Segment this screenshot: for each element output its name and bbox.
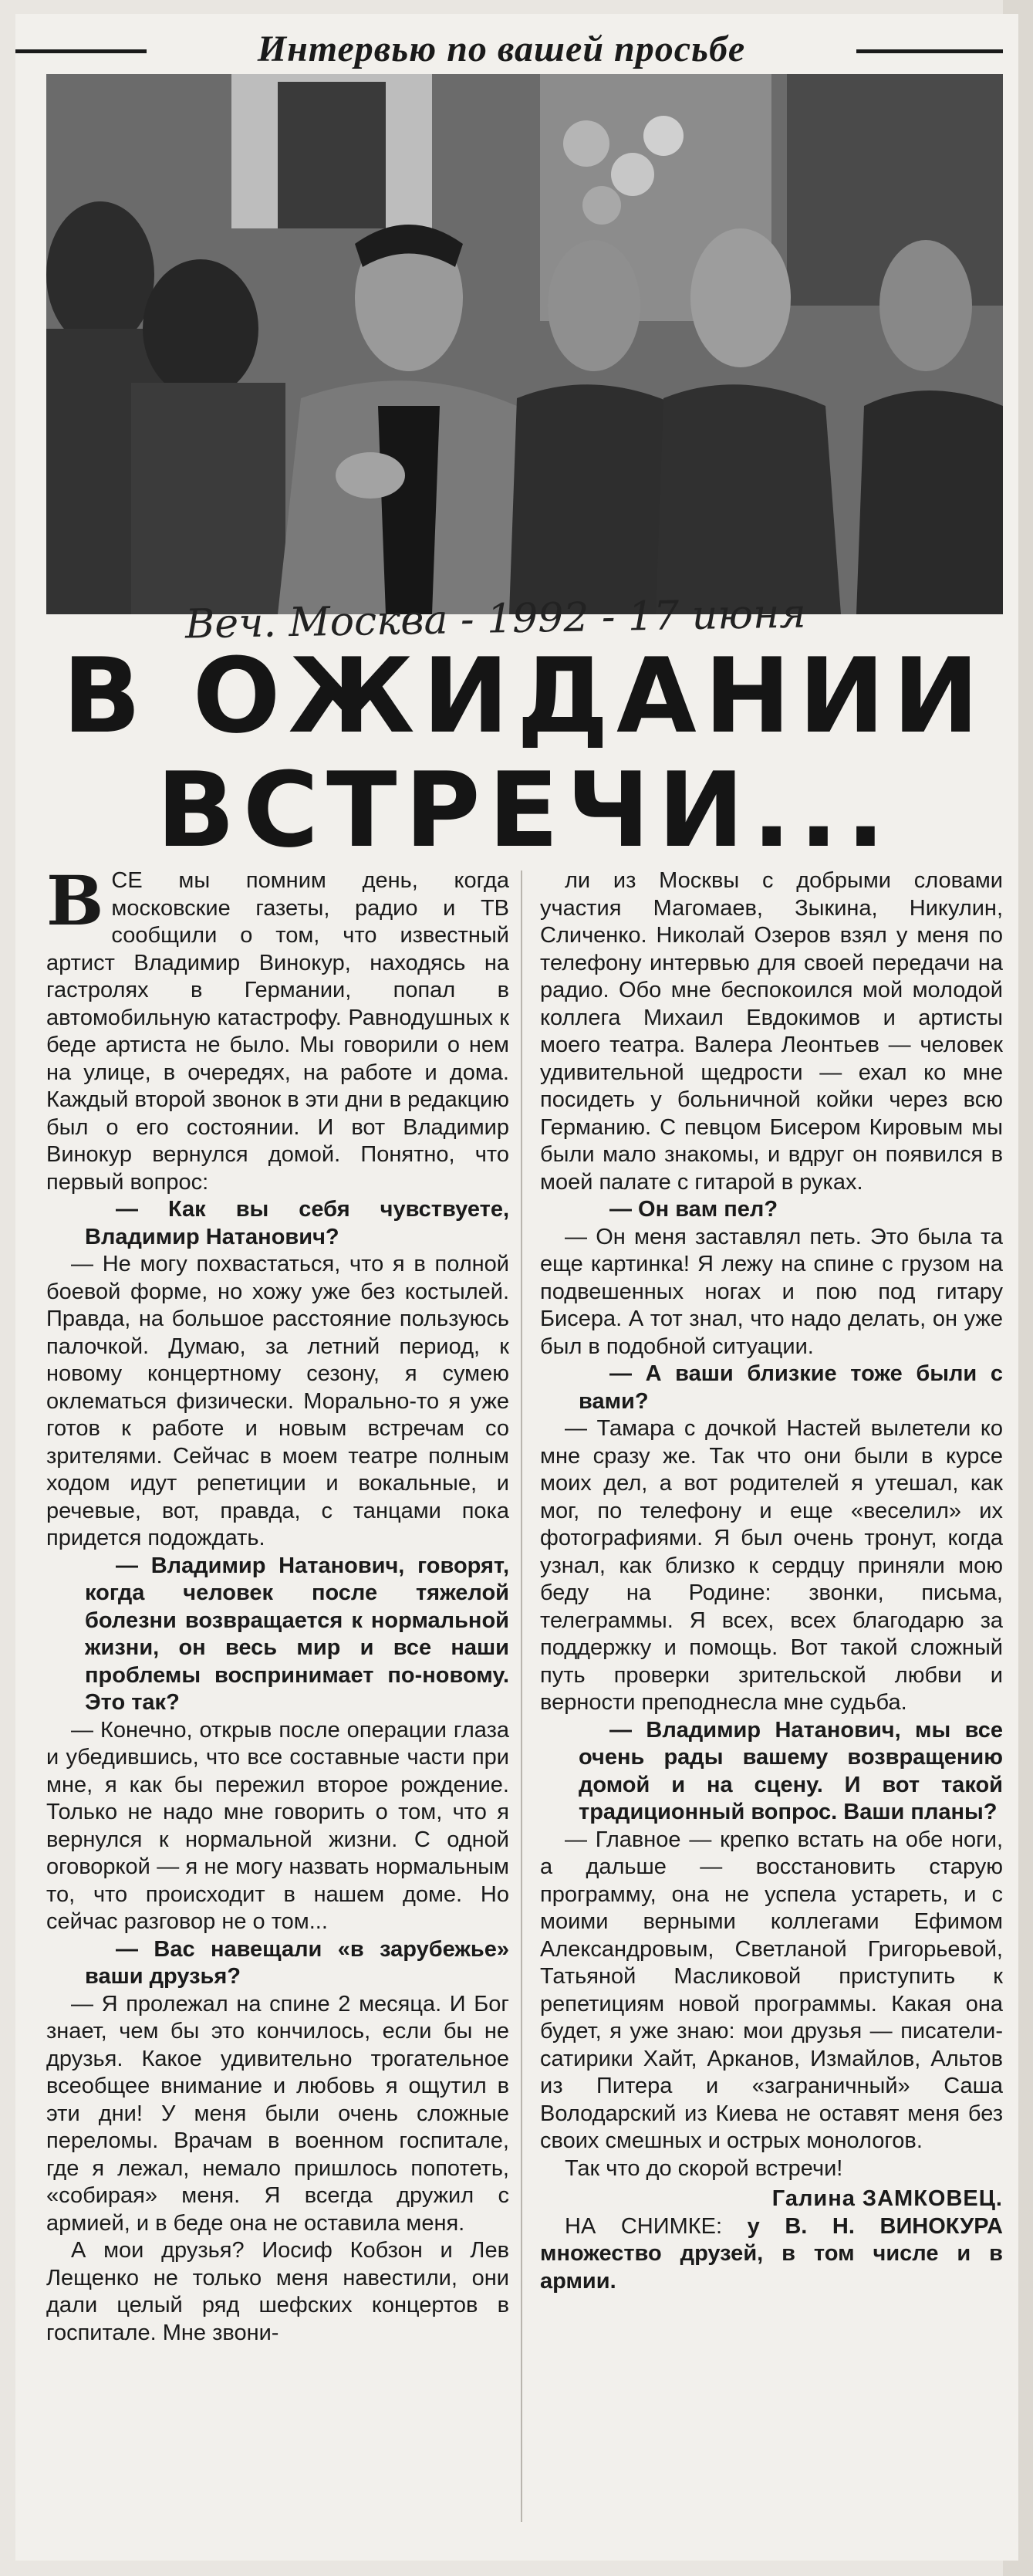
interview-question: — А ваши близкие тоже были с вами? bbox=[579, 1361, 1003, 1414]
interview-answer: — Главное — крепко встать на обе ноги, а дальше — восстановить старую программу, она не успела устареть, и с моими верными коллегами Ефимом Александровым, Светланой Григорьевой, Татьяной Масликовой приступить к репетициям новой программы. Какая она будет, я уже знаю: мои друзья — писатели-сатирики Хайт, Арканов, Измайлов, Альтов из Питера и «заграничный» Саша Володарский из Киева не оставят меня без своих смешных и острых монологов. bbox=[540, 1827, 1003, 2153]
interview-question: — Вас навещали «в зарубежье» ваши друзья? bbox=[85, 1936, 509, 1989]
interview-answer: — Тамара с дочкой Настей вылетели ко мне сразу же. Так что они были в курсе моих дел, а вот родителей я утешал, как мог, по телефону и еще «веселил» их фотографиями. Я был очень тронут, когда узнал, как близко к сердцу приняли мою беду на Родине: звонки, письма, телеграммы. Я всех, всех благодарю за поддержку и помощь. Вот такой сложный путь проверки зрительской любви и верности преподнесла мне судьба. bbox=[540, 1416, 1003, 1715]
interview-answer: — Конечно, открыв после операции глаза и убедившись, что все составные части при мне, я как бы пережил второе рождение. Только не надо мне говорить о том, что я вернулся к нормальной жизни. С одной оговоркой — я не могу назвать нормальным то, что происходит в нашем доме. Но сейчас разговор не о том... bbox=[46, 1717, 509, 1934]
lead-text: СЕ мы помним день, когда московские газеты, радио и ТВ сообщили о том, что известный артист Владимир Винокур, находясь на гастролях в Германии, попал в автомобильную катастрофу. Равнодушных к беде артиста не было. Мы говорили о нем на улице, в очередях, на работе и дома. Каждый второй звонок в эти дни в редакцию был о его состоянии. И вот Владимир Винокур вернулся домой. Понятно, что первый вопрос: bbox=[46, 868, 509, 1195]
newspaper-clipping bbox=[15, 14, 1018, 2561]
interview-answer: А мои друзья? Иосиф Кобзон и Лев Лещенко не только меня навестили, они дали целый ряд шефских концертов в госпитале. Мне звони- bbox=[46, 2238, 509, 2345]
interview-question: — Владимир Натанович, говорят, когда человек после тяжелой болезни возвращается к нормальной жизни, он весь мир и все наши проблемы воспринимает по-новому. Это так? bbox=[85, 1553, 509, 1715]
rubric-rule-left bbox=[15, 49, 154, 53]
interview-question: — Как вы себя чувствуете, Владимир Натанович? bbox=[85, 1197, 509, 1249]
rubric-bar bbox=[15, 28, 1018, 74]
headline-line-1: В ОЖИДАНИИ bbox=[62, 636, 987, 756]
caption-text: у В. Н. ВИНОКУРА множество друзей, в том числе и в армии. bbox=[540, 2213, 1004, 2294]
lead-paragraph bbox=[46, 860, 509, 1196]
interview-answer: — Я пролежал на спине 2 месяца. И Бог знает, чем бы это кончилось, если бы не друзья. Какое удивительно трогательное всеобщее внимание и любовь я ощутил в эти дни! У меня были очень сложные переломы. Врачам в военном госпитале, где я лежал, немало пришлось попотеть, «собирая» меня. Я всегда дружил с армией, и в беде она не оставила меня. bbox=[46, 1991, 509, 2236]
interview-question: — Владимир Натанович, мы все очень рады вашему возвращению домой и на сцену. И вот такой традиционный вопрос. Ваши планы? bbox=[579, 1717, 1003, 1824]
photo-vinokur-with-soldiers bbox=[46, 74, 1003, 614]
author-signature: Галина ЗАМКОВЕЦ. bbox=[771, 2186, 1003, 2211]
interview-answer: ли из Москвы с добрыми словами участия Магомаев, Зыкина, Никулин, Сличенко. Николай Озеров взял у меня по телефону интервью для своей передачи на радио. Обо мне беспокоился мой молодой коллега Михаил Евдокимов и артисты моего театра. Валера Леонтьев — человек удивительной щедрости — ехал ко мне посидеть у больничной койки через всю Германию. С певцом Бисером Кировым мы были мало знакомы, и вдруг он появился в моей палате с гитарой в руках. bbox=[540, 868, 1003, 1195]
interview-question: — Он вам пел? bbox=[609, 1197, 778, 1222]
interview-answer: — Не могу похвастаться, что я в полной боевой форме, но хожу уже без костылей. Правда, на большое расстояние пользуюсь палочкой. Думаю, за летний период, к новому концертному сезону, я сумею оклематься физически. Морально-то я уже готов к работе и новым встречам со зрителями. Сейчас в моем театре полным ходом идут репетиции и вокальные, и речевые, вот, правда, с танцами пока придется подождать. bbox=[46, 1252, 509, 1550]
caption-lead: НА СНИМКЕ: bbox=[565, 2213, 723, 2239]
article-column-right bbox=[540, 867, 1003, 2534]
drop-cap: В bbox=[46, 860, 104, 941]
column-divider bbox=[521, 870, 522, 2522]
rubric-rule-right bbox=[849, 49, 1003, 53]
headline-line-2: ВСТРЕЧИ... bbox=[156, 750, 893, 870]
article-column-left bbox=[46, 860, 509, 2534]
rubric-title: Интервью по вашей просьбе bbox=[147, 28, 856, 70]
photo-caption bbox=[540, 2213, 1003, 2296]
handwritten-date-note: Веч. Москва - 1992 - 17 июня bbox=[184, 590, 807, 648]
interview-answer: — Он меня заставлял петь. Это была та еще картинка! Я лежу на спине с грузом на подвешенных ногах и пою под гитару Бисера. А тот знал, что надо делать, он уже был в подобной ситуации. bbox=[540, 1224, 1003, 1359]
interview-answer: Так что до скорой встречи! bbox=[565, 2155, 843, 2181]
article-headline bbox=[46, 636, 1003, 870]
